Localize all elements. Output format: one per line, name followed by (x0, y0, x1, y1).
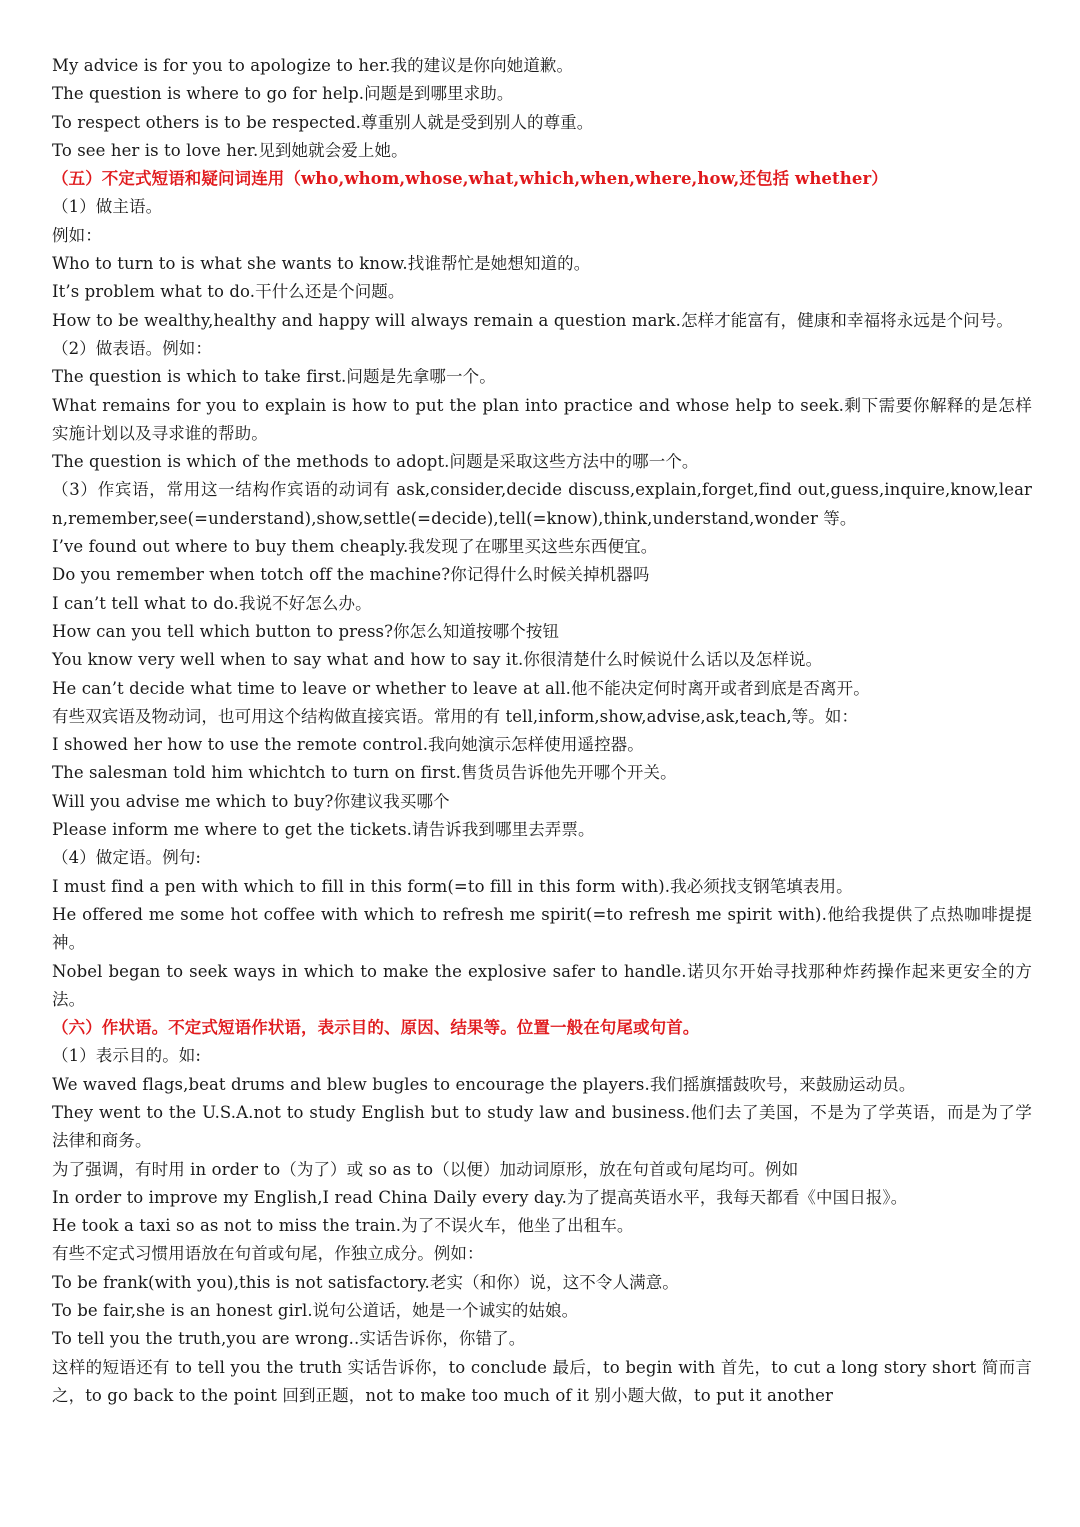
text-line: He can’t decide what time to leave or whether to leave at all.他不能决定何时离开或者到底是否离开。 (52, 678, 870, 698)
text-line: 为了强调，有时用 in order to（为了）或 so as to（以便）加动词原形，放在句首或句尾均可。例如 (52, 1159, 799, 1179)
text-line: It’s problem what to do.干什么还是个问题。 (52, 282, 405, 302)
text-line: In order to improve my English,I read China Daily every day.为了提高英语水平，我每天都看《中国日报》。 (52, 1187, 908, 1207)
text-line: The salesman told him whichtch to turn on first.售货员告诉他先开哪个开关。 (52, 763, 677, 783)
text-line: He took a taxi so as not to miss the train.为了不误火车，他坐了出租车。 (52, 1216, 634, 1236)
text-line: Do you remember when totch off the machine?你记得什么时候关掉机器吗 (52, 565, 650, 585)
text-line: （1）表示目的。如: (52, 1046, 202, 1066)
text-line: I showed her how to use the remote control.我向她演示怎样使用遥控器。 (52, 735, 644, 755)
text-line: He offered me some hot coffee with which to refresh me spirit(=to refresh me spirit with).他给我提供了点热咖啡提提神。 (52, 904, 1032, 953)
section-heading: （六）作状语。不定式短语作状语，表示目的、原因、结果等。位置一般在句尾或句首。 (52, 1018, 700, 1038)
document-page (52, 52, 1032, 1410)
section-heading: （五）不定式短语和疑问词连用（who,whom,whose,what,which,when,where,how,还包括 whether） (52, 169, 888, 189)
text-line: My advice is for you to apologize to her.我的建议是你向她道歉。 (52, 56, 574, 75)
text-line: How can you tell which button to press?你怎么知道按哪个按钮 (52, 621, 560, 641)
text-line: The question is where to go for help.问题是到哪里求助。 (52, 84, 514, 104)
text-line: 有些双宾语及物动词，也可用这个结构做直接宾语。常用的有 tell,inform,show,advise,ask,teach,等。如： (52, 706, 859, 726)
text-line: What remains for you to explain is how to put the plan into practice and whose help to seek.剩下需要你解释的是怎样实施计划以及寻求谁的帮助。 (52, 395, 1032, 443)
text-line: I must find a pen with which to fill in this form(=to fill in this form with).我必须找支钢笔填表用。 (52, 876, 853, 896)
text-line: We waved flags,beat drums and blew bugles to encourage the players.我们摇旗擂鼓吹号，来鼓励运动员。 (52, 1074, 916, 1094)
text-line: To see her is to love her.见到她就会爱上她。 (52, 140, 408, 160)
text-line: Nobel began to seek ways in which to make the explosive safer to handle.诺贝尔开始寻找那种炸药操作起来更安全的方法。 (52, 961, 1032, 1009)
text-line: （2）做表语。例如： (52, 338, 212, 358)
text-line: The question is which of the methods to adopt.问题是采取这些方法中的哪一个。 (52, 452, 699, 472)
text-line: How to be wealthy,healthy and happy will always remain a question mark.怎样才能富有，健康和幸福将永远是个问号。 (52, 310, 1013, 330)
text-line: Who to turn to is what she wants to know.找谁帮忙是她想知道的。 (52, 254, 591, 274)
text-line: To respect others is to be respected.尊重别人就是受到别人的尊重。 (52, 112, 594, 132)
text-line: To be frank(with you),this is not satisfactory.老实（和你）说，这不令人满意。 (52, 1272, 679, 1292)
text-line: Will you advise me which to buy?你建议我买哪个 (52, 791, 450, 811)
text-line: （4）做定语。例句: (52, 848, 202, 868)
text-line: 有些不定式习惯用语放在句首或句尾，作独立成分。例如： (52, 1244, 484, 1264)
text-line: They went to the U.S.A.not to study English but to study law and business.他们去了美国，不是为了学英语，而是为了学法律和商务。 (52, 1102, 1032, 1151)
text-line: 这样的短语还有 to tell you the truth 实话告诉你，to conclude 最后，to begin with 首先，to cut a long story short 简而言之，to go back to the point 回到正题，not to make too much of it 别小题大做，to put it another (52, 1357, 1032, 1405)
text-line: You know very well when to say what and how to say it.你很清楚什么时候说什么话以及怎样说。 (52, 650, 823, 670)
text-line: （3）作宾语，常用这一结构作宾语的动词有 ask,consider,decide discuss,explain,forget,find out,guess,inquire,know,learn,remember,see(=understand),show,settle(=decide),tell(=know),think,understand,wonder 等。 (52, 480, 1032, 528)
text-line: To tell you the truth,you are wrong..实话告诉你，你错了。 (52, 1329, 526, 1349)
text-line: I’ve found out where to buy them cheaply.我发现了在哪里买这些东西便宜。 (52, 537, 658, 557)
text-line: 例如： (52, 225, 102, 245)
text-line: Please inform me where to get the tickets.请告诉我到哪里去弄票。 (52, 820, 595, 840)
text-line: I can’t tell what to do.我说不好怎么办。 (52, 593, 372, 613)
text-line: The question is which to take first.问题是先拿哪一个。 (52, 367, 496, 387)
text-line: （1）做主语。 (52, 197, 163, 217)
text-line: To be fair,she is an honest girl.说句公道话，她是一个诚实的姑娘。 (52, 1301, 579, 1321)
